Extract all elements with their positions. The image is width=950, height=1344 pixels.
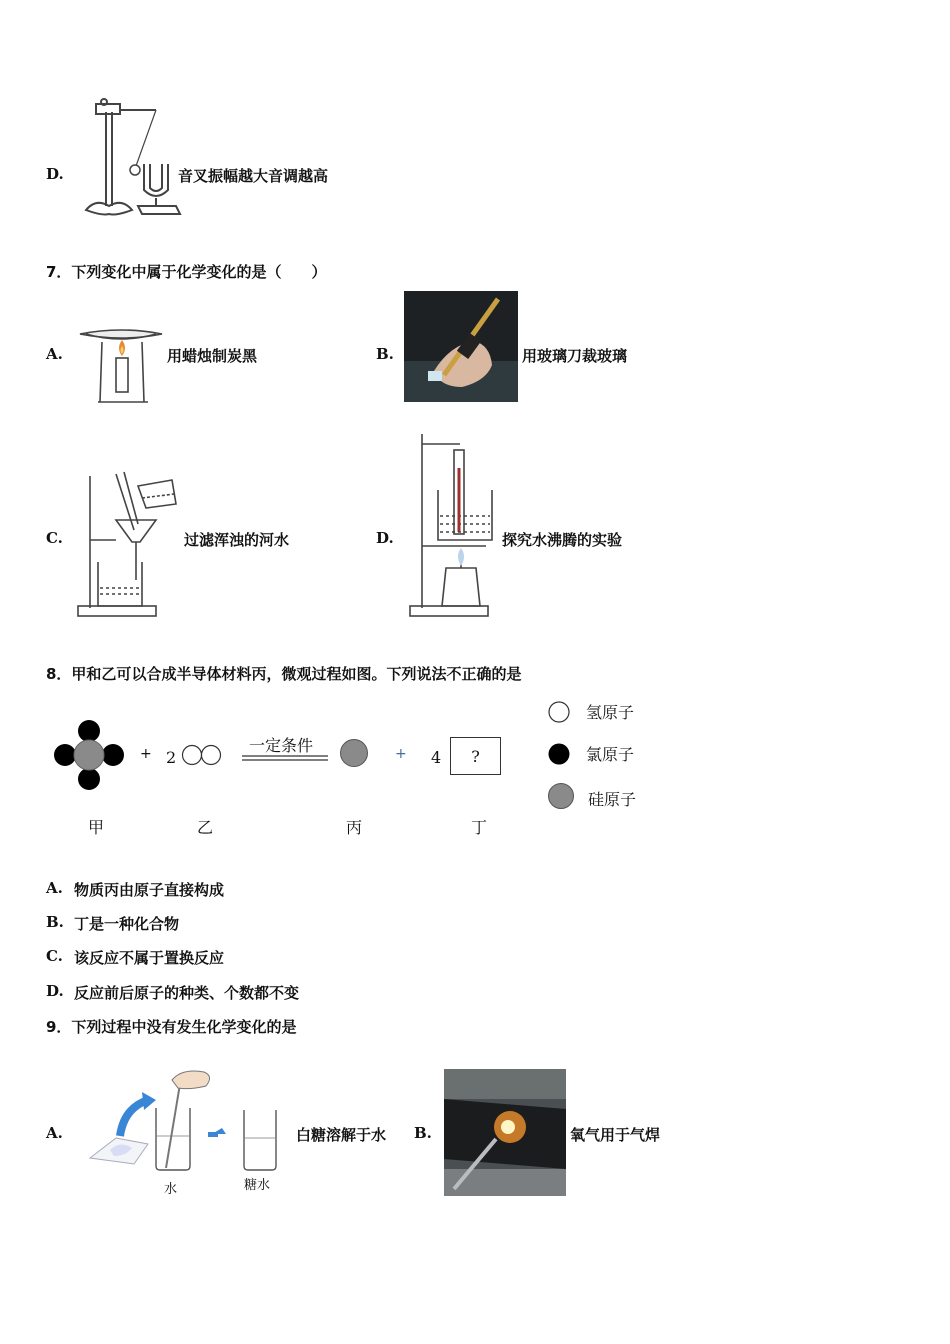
candle-carbon-black-figure [78,322,164,404]
boiling-water-apparatus-figure [406,428,498,618]
filtration-apparatus-figure [76,470,180,620]
option-letter: B. [414,1124,432,1142]
choice-letter: D. [46,982,64,1000]
question-7-stem: 7．下列变化中属于化学变化的是（ ） [46,263,327,281]
choice-letter: A. [46,879,63,897]
option-text: 音叉振幅越大音调越高 [178,167,329,185]
option-text: 用玻璃刀裁玻璃 [522,347,628,365]
option-text: 氧气用于气焊 [570,1126,661,1144]
question-8-stem: 8．甲和乙可以合成半导体材料丙，微观过程如图。下列说法不正确的是 [46,665,522,683]
legend-label: 氢原子 [586,703,635,722]
gas-welding-photo [444,1069,566,1196]
molecule-yi [181,744,223,766]
option-text: 用蜡烛制炭黑 [167,347,258,365]
reaction-arrow-line [240,754,330,762]
legend-hydrogen-swatch [547,700,571,724]
option-text: 过滤浑浊的河水 [184,531,290,549]
plus-sign: + [140,746,152,762]
choice-text: 反应前后原子的种类、个数都不变 [74,984,300,1002]
legend-chlorine-swatch [547,742,571,766]
plus-sign: + [395,746,407,762]
option-letter: D. [46,165,64,183]
choice-text: 该反应不属于置换反应 [74,949,225,967]
option-letter: D. [376,529,394,547]
reaction-condition: 一定条件 [249,736,314,755]
question-9-stem: 9．下列过程中没有发生化学变化的是 [46,1018,297,1036]
coefficient: 4 [431,748,442,767]
choice-text: 丁是一种化合物 [74,915,180,933]
legend-label: 氯原子 [586,745,635,764]
option-letter: B. [376,345,394,363]
unknown-product-box: ? [450,737,501,775]
figure-caption: 糖水 [244,1178,271,1193]
option-text: 白糖溶解于水 [296,1126,387,1144]
option-letter: C. [46,529,63,547]
substance-label: 丙 [346,818,363,837]
option-letter: A. [46,1124,63,1142]
molecule-jia [52,718,126,790]
substance-label: 乙 [197,818,214,837]
option-text: 探究水沸腾的实验 [502,531,623,549]
sugar-dissolving-figure [86,1064,286,1176]
substance-label: 甲 [88,818,105,837]
substance-label: 丁 [471,818,488,837]
atom-bing [339,738,369,768]
legend-label: 硅原子 [588,790,637,809]
glass-cutter-photo [404,291,518,402]
coefficient: 2 [166,748,177,767]
tuning-fork-pendulum-figure [76,98,186,222]
figure-caption: 水 [164,1182,178,1197]
legend-silicon-swatch [547,782,575,810]
choice-letter: C. [46,947,63,965]
choice-text: 物质丙由原子直接构成 [74,881,225,899]
choice-letter: B. [46,913,64,931]
option-letter: A. [46,345,63,363]
